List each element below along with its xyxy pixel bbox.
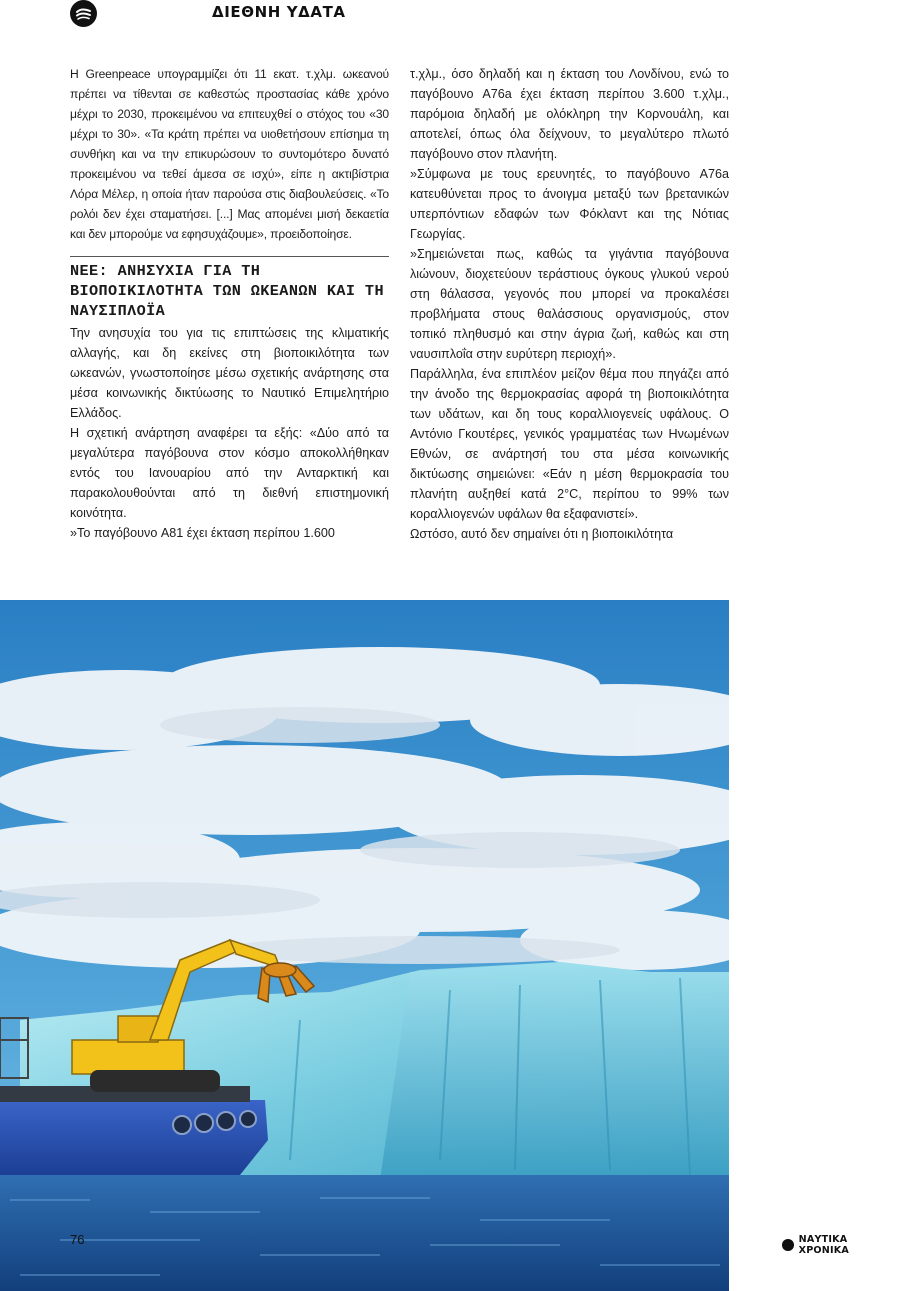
paragraph: Η Greenpeace υπογραμμίζει ότι 11 εκατ. τ.χλμ. ωκεανού πρέπει να τίθενται σε καθεστώς προστασίας κάθε χρόνο μέχρι το 2030, προκειμένου να επιτευχθεί ο στόχος του «30 μέχρι το 30». «Τα κράτη πρέπει να υιοθετήσουν επίσημα τη συνθήκη και να την επικυρώσουν το συντομότερο δυνατό προκειμένου να τεθεί άμεσα σε ισχύ», είπε η ακτιβίστρια Λόρα Μέλερ, η οποία ήταν παρούσα στις διαβουλεύσεις. «Το ρολόι δεν έχει σταματήσει. [...] Μας απομένει μισή δεκαετία και δεν μπορούμε να εφησυχάζουμε», προειδοποίησε.	[70, 67, 389, 241]
article-subheading: ΝΕΕ: ΑΝΗΣΥΧΙΑ ΓΙΑ ΤΗ ΒΙΟΠΟΙΚΙΛΟΤΗΤΑ ΤΩΝ ΩΚΕΑΝΩΝ ΚΑΙ ΤΗ ΝΑΥΣΙΠΛΟΪΑ	[70, 262, 384, 320]
paragraph: »Σύμφωνα με τους ερευνητές, το παγόβουνο A76a κατευθύνεται προς το άνοιγμα μεταξύ των βρετανικών υπερπόντιων εδαφών των Φόκλαντ και της Νότιας Γεωργίας.	[410, 167, 729, 241]
iceberg-excavator-photo	[0, 600, 729, 1291]
paragraph: τ.χλμ., όσο δηλαδή και η έκταση του Λονδίνου, ενώ το παγόβουνο A76a έχει έκταση περίπου 3.600 τ.χλμ., παρόμοια δηλαδή με ολόκληρη την Κορνουάλη, και αποτελεί, όπως όλα δείχνουν, το μεγαλύτερο πλωτό παγόβουνο στον πλανήτη.	[410, 67, 729, 161]
brand-logo-icon	[782, 1239, 794, 1251]
paragraph: Παράλληλα, ένα επιπλέον μείζον θέμα που πηγάζει από την άνοδο της θερμοκρασίας αφορά τη βιοποικιλότητα των υδάτων, και δη τους κοραλλιογενείς υφάλους. Ο Αντόνιο Γκουτέρες, γενικός γραμματέας των Ηνωμένων Εθνών, σε ανάρτησή του στα μέσα κοινωνικής δικτύωσης σημειώνει: «Εάν η μέση θερμοκρασία του πλανήτη αυξηθεί κατά 2°C, περίπου το 99% των κοραλλιογενών υφάλων θα εξαφανιστεί».	[410, 367, 729, 521]
wave-logo-icon	[70, 0, 97, 27]
paragraph: Ωστόσο, αυτό δεν σημαίνει ότι η βιοποικιλότητα	[410, 527, 674, 541]
page-number: 76	[70, 1232, 85, 1247]
paragraph: Την ανησυχία του για τις επιπτώσεις της κλιματικής αλλαγής, και δη εκείνες στη βιοποικιλότητα των ωκεανών, γνωστοποίησε μέσω σχετικής ανάρτησης στα μέσα κοινωνικής δικτύωσης το Ναυτικό Επιμελητήριο Ελλάδος.	[70, 326, 389, 420]
paragraph: »Σημειώνεται πως, καθώς τα γιγάντια παγόβουνα λιώνουν, διοχετεύουν τεράστιους όγκους γλυκού νερού στη θάλασσα, γεγονός που μπορεί να προκαλέσει προβλήματα στους θαλάσσιους οργανισμούς, στον τοπικό πληθυσμό και στην άγρια ζωή, καθώς και στη ναυσιπλοΐα στην ευρύτερη περιοχή».	[410, 247, 729, 361]
article-column-left	[70, 64, 389, 543]
section-title: ΔΙΕΘΝΗ ΥΔΑΤΑ	[212, 3, 346, 21]
paragraph: »Το παγόβουνο A81 έχει έκταση περίπου 1.600	[70, 526, 335, 540]
paragraph: Η σχετική ανάρτηση αναφέρει τα εξής: «Δύο από τα μεγαλύτερα παγόβουνα στον κόσμο αποκολλήθηκαν εντός του Ιανουαρίου από την Ανταρκτική και παρακολουθούνται από τη διεθνή επιστημονική κοινότητα.	[70, 426, 389, 520]
footer-brand	[782, 1234, 898, 1256]
brand-name: ΝΑΥΤΙΚΑ ΧΡΟΝΙΚΑ	[798, 1234, 850, 1256]
section-divider	[70, 256, 389, 257]
article-column-right	[410, 64, 729, 544]
